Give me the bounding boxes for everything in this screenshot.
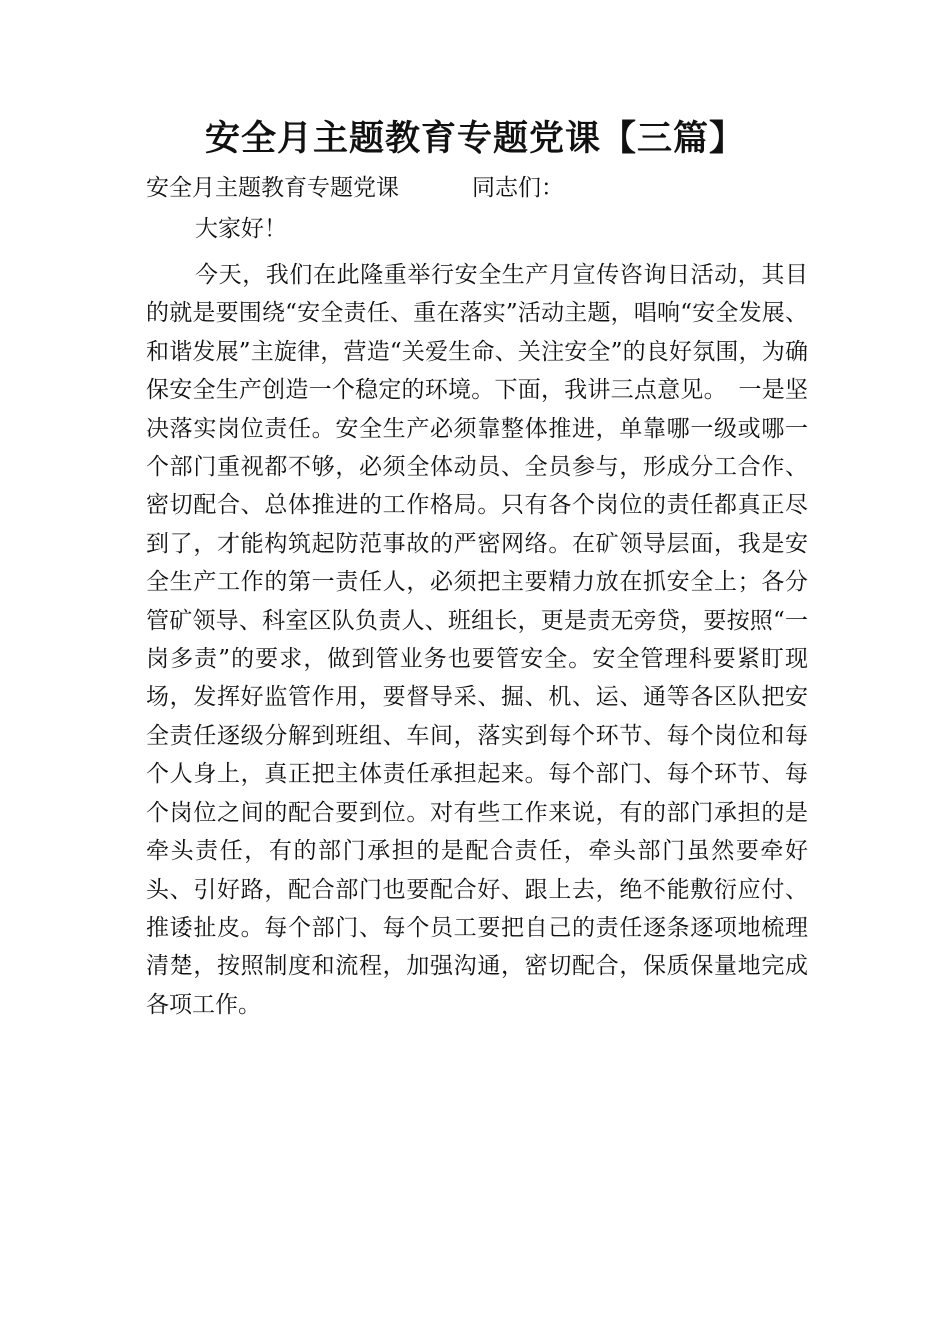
document-subtitle: 安全月主题教育专题党课 [146, 175, 399, 201]
body-paragraph: 今天，我们在此隆重举行安全生产月宣传咨询日活动，其目的就是要围绕“安全责任、重在落实”活动主题，唱响“安全发展、和谐发展”主旋律，营造“关爱生命、关注安全”的良好氛围，为确保安全生产创造一个稳定的环境。下面，我讲三点意见。 一是坚决落实岗位责任。安全生产必须靠整体推进，单靠哪一级或哪一个部门重视都不够，必须全体动员、全员参与，形成分工合作、密切配合、总体推进的工作格局。只有各个岗位的责任都真正尽到了，才能构筑起防范事故的严密网络。在矿领导层面，我是安全生产工作的第一责任人，必须把主要精力放在抓安全上；各分管矿领导、科室区队负责人、班组长，更是责无旁贷，要按照“一岗多责”的要求，做到管业务也要管安全。安全管理科要紧盯现场，发挥好监管作用，要督导采、掘、机、运、通等各区队把安全责任逐级分解到班组、车间，落实到每个环节、每个岗位和每个人身上，真正把主体责任承担起来。每个部门、每个环节、每个岗位之间的配合要到位。对有些工作来说，有的部门承担的是牵头责任，有的部门承担的是配合责任，牵头部门虽然要牵好头、引好路，配合部门也要配合好、跟上去，绝不能敷衍应付、推诿扯皮。每个部门、每个员工要把自己的责任逐条逐项地梳理清楚，按照制度和流程，加强沟通，密切配合，保质保量地完成各项工作。 [146, 262, 808, 1018]
address-line: 同志们： [472, 175, 564, 201]
salutation: 大家好！ [195, 216, 287, 242]
document-title: 安全月主题教育专题党课【三篇】 [204, 119, 745, 159]
